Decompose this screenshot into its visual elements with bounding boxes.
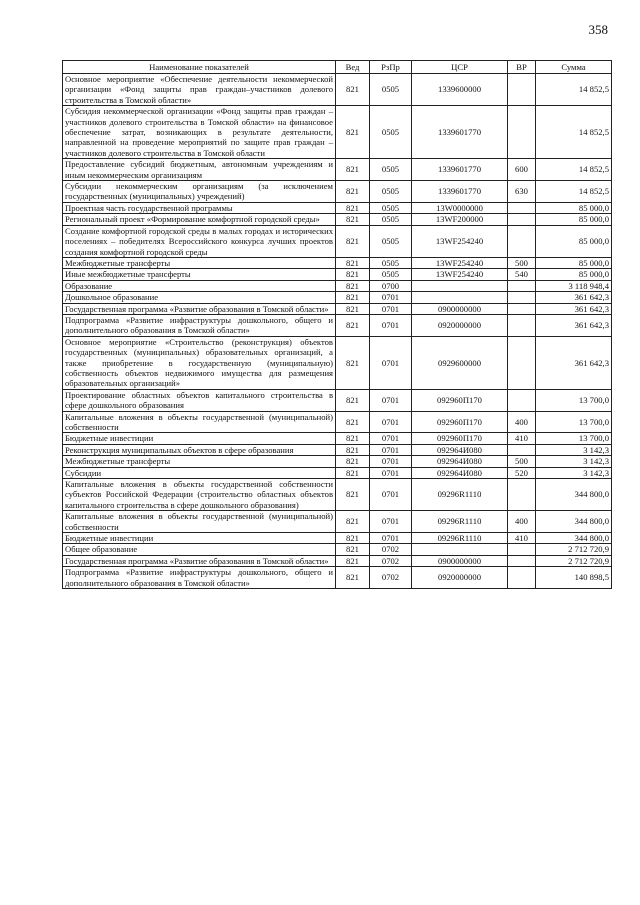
cell-name: Региональный проект «Формирование комфортной городской среды» (63, 214, 336, 225)
cell-ved: 821 (336, 533, 370, 544)
table-row (63, 444, 612, 455)
cell-name: Межбюджетные трансферты (63, 456, 336, 467)
cell-csr: 092960П170 (412, 411, 508, 433)
cell-ved: 821 (336, 467, 370, 478)
cell-ved: 821 (336, 74, 370, 106)
cell-ved: 821 (336, 106, 370, 159)
cell-name: Проектирование областных объектов капитального строительства в сфере дошкольного образования (63, 389, 336, 411)
cell-rzpr: 0505 (370, 74, 412, 106)
cell-ved: 821 (336, 389, 370, 411)
cell-csr: 13WF254240 (412, 225, 508, 257)
cell-csr: 092964И080 (412, 444, 508, 455)
cell-rzpr: 0505 (370, 257, 412, 268)
header-vr: ВР (508, 61, 536, 74)
cell-csr (412, 292, 508, 303)
cell-ved: 821 (336, 411, 370, 433)
cell-vr (508, 303, 536, 314)
cell-sum: 344 800,0 (536, 533, 612, 544)
table-row (63, 411, 612, 433)
table-row (63, 106, 612, 159)
cell-sum: 3 118 948,4 (536, 280, 612, 291)
cell-sum: 13 700,0 (536, 389, 612, 411)
cell-rzpr: 0505 (370, 214, 412, 225)
cell-ved: 821 (336, 456, 370, 467)
cell-csr: 0920000000 (412, 567, 508, 589)
cell-vr (508, 74, 536, 106)
cell-name: Основное мероприятие «Обеспечение деятельности некоммерческой организации «Фонд защиты прав граждан–участников долевого строительства в Томской области» (63, 74, 336, 106)
cell-name: Бюджетные инвестиции (63, 533, 336, 544)
cell-sum: 361 642,3 (536, 292, 612, 303)
cell-name: Государственная программа «Развитие образования в Томской области» (63, 303, 336, 314)
cell-vr (508, 544, 536, 555)
cell-rzpr: 0505 (370, 159, 412, 181)
table-row (63, 181, 612, 203)
cell-rzpr: 0701 (370, 336, 412, 389)
cell-ved: 821 (336, 479, 370, 511)
cell-csr: 092964И080 (412, 467, 508, 478)
cell-vr (508, 214, 536, 225)
cell-vr: 410 (508, 533, 536, 544)
cell-sum: 14 852,5 (536, 181, 612, 203)
cell-rzpr: 0702 (370, 555, 412, 566)
cell-name: Основное мероприятие «Строительство (реконструкция) объектов государственных (муниципальных) образовательных организаций, а также приобретение в государственную (муниципальную) собственность объектов недвижимого имущества для размещения образовательных организаций» (63, 336, 336, 389)
cell-sum: 344 800,0 (536, 479, 612, 511)
cell-sum: 85 000,0 (536, 257, 612, 268)
cell-rzpr: 0701 (370, 314, 412, 336)
cell-name: Предоставление субсидий бюджетным, автономным учреждениям и иным некоммерческим организациям (63, 159, 336, 181)
cell-sum: 14 852,5 (536, 159, 612, 181)
cell-sum: 3 142,3 (536, 456, 612, 467)
cell-sum: 344 800,0 (536, 511, 612, 533)
cell-name: Капитальные вложения в объекты государственной собственности субъектов Российской Федерации (строительство областных объектов капитального строительства в сфере дошкольного образования) (63, 479, 336, 511)
table-row (63, 159, 612, 181)
cell-name: Создание комфортной городской среды в малых городах и исторических поселениях – победителях Всероссийского конкурса лучших проектов создания комфортной городской среды (63, 225, 336, 257)
cell-rzpr: 0505 (370, 106, 412, 159)
cell-sum: 361 642,3 (536, 336, 612, 389)
cell-ved: 821 (336, 225, 370, 257)
cell-rzpr: 0701 (370, 533, 412, 544)
cell-csr: 1339601770 (412, 181, 508, 203)
cell-sum: 13 700,0 (536, 411, 612, 433)
cell-name: Капитальные вложения в объекты государственной (муниципальной) собственности (63, 411, 336, 433)
table-row (63, 280, 612, 291)
cell-csr: 092960П170 (412, 433, 508, 444)
cell-sum: 85 000,0 (536, 225, 612, 257)
cell-ved: 821 (336, 567, 370, 589)
cell-ved: 821 (336, 280, 370, 291)
cell-rzpr: 0702 (370, 544, 412, 555)
cell-csr (412, 280, 508, 291)
cell-ved: 821 (336, 433, 370, 444)
cell-name: Подпрограмма «Развитие инфраструктуры дошкольного, общего и дополнительного образования в Томской области» (63, 567, 336, 589)
cell-vr (508, 106, 536, 159)
cell-name: Капитальные вложения в объекты государственной (муниципальной) собственности (63, 511, 336, 533)
cell-ved: 821 (336, 181, 370, 203)
cell-csr (412, 544, 508, 555)
cell-csr: 092960П170 (412, 389, 508, 411)
cell-ved: 821 (336, 303, 370, 314)
cell-ved: 821 (336, 292, 370, 303)
cell-sum: 3 142,3 (536, 467, 612, 478)
cell-csr: 0900000000 (412, 555, 508, 566)
table-row (63, 257, 612, 268)
cell-name: Субсидии некоммерческим организациям (за исключением государственных (муниципальных) учреждений) (63, 181, 336, 203)
cell-name: Проектная часть государственной программы (63, 202, 336, 213)
table-row (63, 202, 612, 213)
table-row (63, 303, 612, 314)
table-row (63, 292, 612, 303)
cell-rzpr: 0701 (370, 389, 412, 411)
cell-rzpr: 0701 (370, 511, 412, 533)
cell-vr (508, 389, 536, 411)
cell-vr: 400 (508, 511, 536, 533)
cell-vr (508, 202, 536, 213)
cell-rzpr: 0505 (370, 181, 412, 203)
cell-name: Межбюджетные трансферты (63, 257, 336, 268)
table-row (63, 269, 612, 280)
table-row (63, 389, 612, 411)
table-row (63, 225, 612, 257)
cell-sum: 85 000,0 (536, 202, 612, 213)
table-row (63, 544, 612, 555)
cell-csr: 1339600000 (412, 74, 508, 106)
table-row (63, 555, 612, 566)
cell-sum: 2 712 720,9 (536, 555, 612, 566)
budget-table (62, 60, 612, 589)
cell-csr: 0900000000 (412, 303, 508, 314)
cell-sum: 13 700,0 (536, 433, 612, 444)
cell-rzpr: 0505 (370, 269, 412, 280)
cell-sum: 361 642,3 (536, 303, 612, 314)
cell-name: Реконструкция муниципальных объектов в сфере образования (63, 444, 336, 455)
cell-sum: 361 642,3 (536, 314, 612, 336)
cell-ved: 821 (336, 555, 370, 566)
cell-rzpr: 0505 (370, 202, 412, 213)
cell-sum: 2 712 720,9 (536, 544, 612, 555)
cell-ved: 821 (336, 269, 370, 280)
cell-vr: 400 (508, 411, 536, 433)
cell-vr: 630 (508, 181, 536, 203)
cell-csr: 0920000000 (412, 314, 508, 336)
table-row (63, 467, 612, 478)
cell-csr: 0929600000 (412, 336, 508, 389)
cell-vr: 600 (508, 159, 536, 181)
header-ved: Вед (336, 61, 370, 74)
cell-ved: 821 (336, 214, 370, 225)
table-row (63, 511, 612, 533)
header-sum: Сумма (536, 61, 612, 74)
cell-sum: 85 000,0 (536, 269, 612, 280)
cell-ved: 821 (336, 257, 370, 268)
cell-vr: 520 (508, 467, 536, 478)
cell-vr (508, 567, 536, 589)
table-row (63, 336, 612, 389)
cell-rzpr: 0701 (370, 456, 412, 467)
cell-vr (508, 336, 536, 389)
header-rzpr: РзПр (370, 61, 412, 74)
cell-csr: 13WF254240 (412, 257, 508, 268)
cell-vr (508, 479, 536, 511)
cell-ved: 821 (336, 444, 370, 455)
cell-vr (508, 225, 536, 257)
cell-sum: 14 852,5 (536, 106, 612, 159)
page-number: 358 (588, 22, 608, 37)
table-row (63, 74, 612, 106)
cell-vr (508, 292, 536, 303)
cell-name: Дошкольное образование (63, 292, 336, 303)
cell-csr: 13W0000000 (412, 202, 508, 213)
cell-rzpr: 0505 (370, 225, 412, 257)
cell-name: Субсидии (63, 467, 336, 478)
cell-sum: 3 142,3 (536, 444, 612, 455)
cell-rzpr: 0701 (370, 467, 412, 478)
cell-rzpr: 0701 (370, 479, 412, 511)
cell-name: Бюджетные инвестиции (63, 433, 336, 444)
cell-name: Субсидия некоммерческой организации «Фонд защиты прав граждан – участников долевого строительства в Томской области» на финансовое обеспечение затрат, возникающих в результате деятельности, направленной на проведение мероприятий по защите прав граждан – участников долевого строительства в Томской области (63, 106, 336, 159)
table-row (63, 567, 612, 589)
cell-vr (508, 280, 536, 291)
cell-ved: 821 (336, 336, 370, 389)
cell-csr: 09296R1110 (412, 533, 508, 544)
cell-rzpr: 0701 (370, 444, 412, 455)
cell-vr: 540 (508, 269, 536, 280)
cell-csr: 092964И080 (412, 456, 508, 467)
cell-vr: 410 (508, 433, 536, 444)
cell-csr: 1339601770 (412, 106, 508, 159)
cell-name: Государственная программа «Развитие образования в Томской области» (63, 555, 336, 566)
cell-name: Общее образование (63, 544, 336, 555)
cell-csr: 09296R1110 (412, 479, 508, 511)
cell-csr: 09296R1110 (412, 511, 508, 533)
cell-rzpr: 0701 (370, 433, 412, 444)
table-row (63, 433, 612, 444)
cell-vr: 500 (508, 257, 536, 268)
cell-vr (508, 555, 536, 566)
cell-csr: 13WF200000 (412, 214, 508, 225)
cell-name: Иные межбюджетные трансферты (63, 269, 336, 280)
table-header-row (63, 61, 612, 74)
cell-vr: 500 (508, 456, 536, 467)
table-row (63, 479, 612, 511)
table-row (63, 214, 612, 225)
cell-sum: 14 852,5 (536, 74, 612, 106)
cell-rzpr: 0701 (370, 292, 412, 303)
cell-ved: 821 (336, 159, 370, 181)
cell-ved: 821 (336, 202, 370, 213)
cell-sum: 140 898,5 (536, 567, 612, 589)
cell-rzpr: 0701 (370, 411, 412, 433)
cell-rzpr: 0702 (370, 567, 412, 589)
cell-ved: 821 (336, 544, 370, 555)
table-row (63, 456, 612, 467)
cell-csr: 13WF254240 (412, 269, 508, 280)
table-row (63, 533, 612, 544)
table-row (63, 314, 612, 336)
header-name: Наименование показателей (63, 61, 336, 74)
cell-ved: 821 (336, 511, 370, 533)
cell-rzpr: 0701 (370, 303, 412, 314)
cell-sum: 85 000,0 (536, 214, 612, 225)
cell-ved: 821 (336, 314, 370, 336)
table-body (63, 74, 612, 589)
cell-name: Подпрограмма «Развитие инфраструктуры дошкольного, общего и дополнительного образования в Томской области» (63, 314, 336, 336)
cell-rzpr: 0700 (370, 280, 412, 291)
cell-vr (508, 444, 536, 455)
cell-csr: 1339601770 (412, 159, 508, 181)
header-csr: ЦСР (412, 61, 508, 74)
cell-name: Образование (63, 280, 336, 291)
cell-vr (508, 314, 536, 336)
